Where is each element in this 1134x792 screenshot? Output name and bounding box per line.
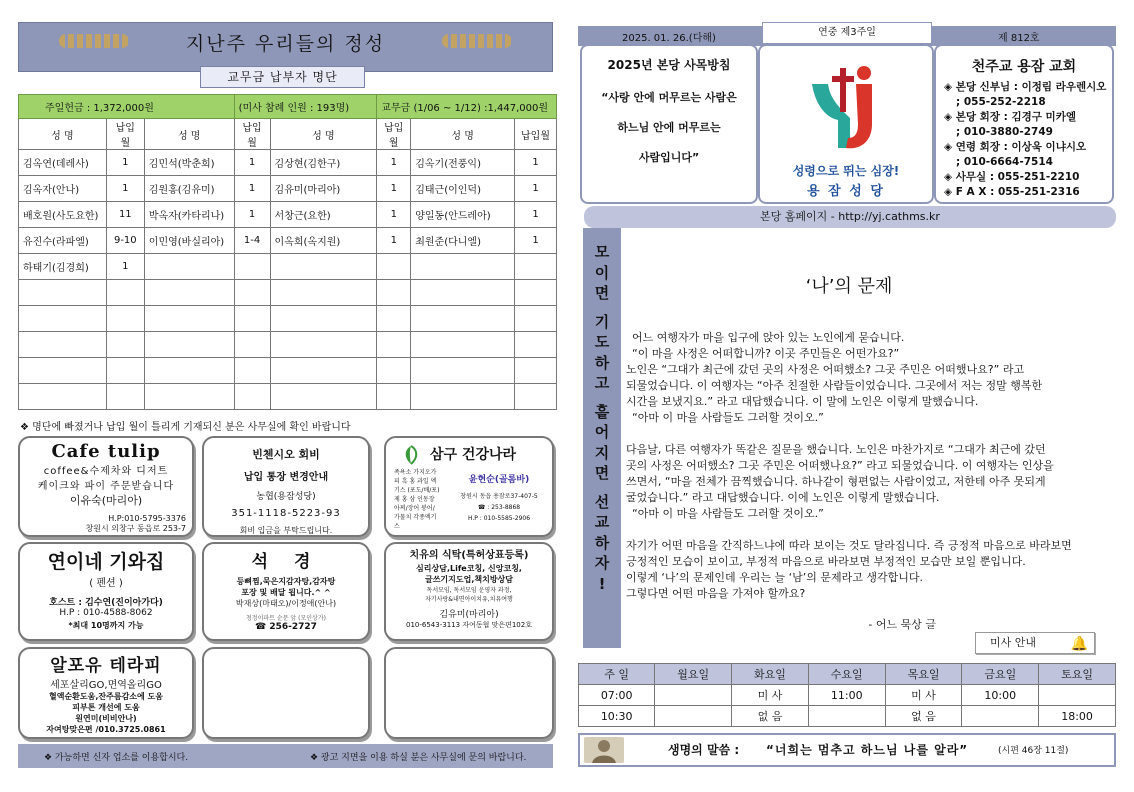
ad-alpoyu — [18, 647, 194, 739]
ad-line: 창원시 동읍 용잠로37-407-5 — [460, 493, 538, 500]
ad-line: 김유미(마리아) — [439, 610, 499, 620]
mass-guide-label — [975, 632, 1095, 654]
ad-line: 창원시 의창구 동읍로 253-7 — [85, 524, 186, 533]
ad-title: 삼구 건강나라 — [430, 447, 517, 463]
mass-day-header: 주 일 — [579, 664, 655, 685]
ad-title: 석 경 — [251, 552, 321, 572]
story-line: 자기가 어떤 마음을 간직하느냐에 따라 보이는 것도 달라집니다. 즉 긍정적 마음으로 바라보면 — [626, 539, 1072, 552]
ad-yeoni — [18, 542, 194, 641]
month-cell — [234, 280, 270, 306]
ad-line: coffee&수제차와 디저트 — [43, 466, 169, 477]
month-cell — [377, 332, 411, 358]
month-cell — [106, 280, 144, 306]
ad-line: 호스트 : 김수연(진이아가다) — [49, 598, 163, 608]
donor-name-cell: 김태근(이인덕) — [411, 176, 515, 202]
ad-line: 자여탕맞은편 /010.3725.0861 — [46, 725, 166, 734]
story-line: 곳의 사정은 어떠했소? 그곳 주민은 어떠했나요?” 라고 되물었습니다. 이 여행자는 인상을 — [626, 459, 1054, 472]
donor-name-cell — [19, 280, 107, 306]
story-author: - 어느 묵상 글 — [868, 618, 936, 631]
donor-name-cell: 하태기(김경희) — [19, 254, 107, 280]
motto-char: 흩 — [594, 402, 610, 421]
motto-char: 어 — [594, 423, 610, 441]
col-header: 납입월 — [515, 119, 557, 150]
policy-line: 사람입니다” — [638, 151, 700, 164]
donor-name-cell — [19, 384, 107, 410]
donor-name-cell: 유진수(라파엘) — [19, 228, 107, 254]
issue-date: 2025. 01. 26.(다해) — [622, 33, 716, 44]
story-line: 긍정적인 모습이 보이고, 부정적 마음으로 바라보면 부정적인 모습만 보일 뿐입니다. — [626, 555, 1026, 568]
donor-name-cell: 김상현(김한구) — [270, 150, 377, 176]
donor-name-cell: 김옥자(안나) — [19, 176, 107, 202]
word-text: “너희는 멈추고 하느님 나를 알라” — [766, 743, 969, 757]
church-contact-line: ◈ 사무실 : 055-251-2210 — [944, 171, 1080, 183]
month-cell: 1 — [515, 228, 557, 254]
donor-name-cell: 김유미(마리아) — [270, 176, 377, 202]
mass-row — [579, 706, 1116, 727]
donor-name-cell — [411, 384, 515, 410]
ad-line: 원연미(비비안나) — [75, 714, 137, 723]
month-cell — [377, 358, 411, 384]
donor-name-cell — [270, 358, 377, 384]
month-cell: 11 — [106, 202, 144, 228]
pastoral-policy-box — [580, 44, 758, 204]
story-line: 이렇게 ‘나’의 문제인데 우리는 늘 ‘남’의 문제라고 생각합니다. — [626, 571, 923, 584]
col-header: 납입월 — [234, 119, 270, 150]
mass-cell: 18:00 — [1039, 706, 1116, 727]
ad-line: H.P:010-5795-3376 — [108, 514, 186, 523]
table-row — [19, 280, 557, 306]
header-row — [19, 119, 557, 150]
motto-char: 면 — [594, 284, 610, 302]
ad-line: 등뼈찜,묵은지감자탕,감자탕 — [236, 577, 336, 586]
leaf-icon — [400, 444, 422, 466]
story-title: ‘나’의 문제 — [805, 276, 893, 297]
col-header: 납입월 — [377, 119, 411, 150]
donor-name-cell: 이민영(바실리아) — [144, 228, 234, 254]
mass-cell: 10:30 — [579, 706, 655, 727]
mass-attendance: (미사 참례 인원 : 193명) — [234, 95, 377, 119]
col-header: 성 명 — [144, 119, 234, 150]
col-header: 성 명 — [411, 119, 515, 150]
donor-name-cell: 최원준(다니엘) — [411, 228, 515, 254]
mass-cell: 미 사 — [732, 685, 809, 706]
mass-day-header: 수요일 — [808, 664, 885, 685]
story-line: “아마 이 마을 사람들도 그러할 것이오.” — [632, 411, 824, 424]
policy-line: “사랑 안에 머무르는 사람은 — [601, 91, 737, 104]
story-line: 되물었습니다. 이 여행자는 “아주 친절한 사람들이었습니다. 그곳에서 저는 정말 행복한 — [626, 379, 1043, 392]
month-cell — [377, 306, 411, 332]
mass-cell — [655, 706, 732, 727]
motto-char: ! — [598, 574, 606, 593]
donor-name-cell — [270, 306, 377, 332]
right-top-bar — [578, 26, 1116, 46]
ad-line: 351-1118-5223-93 — [231, 508, 341, 519]
homepage-bar[interactable]: 본당 홈페이지 - http://yj.cathms.kr — [584, 206, 1116, 228]
church-contact-list — [936, 76, 1112, 200]
month-cell: 1 — [234, 150, 270, 176]
donor-name-cell — [411, 280, 515, 306]
saint-image-icon — [584, 737, 624, 763]
mass-row — [579, 685, 1116, 706]
mass-cell: 미 사 — [885, 685, 962, 706]
ad-empty-2 — [384, 647, 554, 739]
ad-line: 피부톤 개선에 도움 — [72, 703, 140, 712]
story-line: 시간을 보냈지요.” 라고 대답했습니다. 이 말에 노인은 이렇게 말했습니다. — [626, 395, 979, 408]
donor-name-cell — [411, 254, 515, 280]
donor-name-cell: 김옥연(데레사) — [19, 150, 107, 176]
table-row — [19, 228, 557, 254]
story-line: “이 마을 사정은 어떠합니까? 이곳 주민들은 어떤가요?” — [632, 347, 900, 360]
ad-line: 납입 통장 변경안내 — [243, 472, 329, 483]
story-line: 어느 여행자가 마을 입구에 앉아 있는 노인에게 묻습니다. — [632, 331, 905, 344]
policy-title: 2025년 본당 사목방침 — [607, 58, 731, 72]
month-cell — [234, 358, 270, 384]
list-notice: ❖ 명단에 빠졌거나 납입 월이 틀리게 기재되신 분은 사무실에 확인 바랍니다 — [20, 422, 351, 433]
table-row — [19, 150, 557, 176]
motto-char: 이 — [594, 263, 610, 282]
table-row — [19, 306, 557, 332]
story-line: “아마 이 마을 사람들도 그러할 것이오.” — [632, 507, 824, 520]
donor-name-cell — [19, 358, 107, 384]
ad-line: ☎ : 253-8868 — [477, 504, 521, 511]
footer-note: ❖ 가능하면 신자 업소를 이용합시다. — [44, 753, 189, 763]
word-of-life — [578, 733, 1116, 767]
month-cell: 1 — [377, 202, 411, 228]
ad-empty-1 — [202, 647, 370, 739]
col-header: 납입월 — [106, 119, 144, 150]
mass-cell — [1039, 685, 1116, 706]
mass-cell: 없 음 — [732, 706, 809, 727]
month-cell — [106, 332, 144, 358]
donor-name-cell: 배호원(사도요한) — [19, 202, 107, 228]
month-cell: 1 — [515, 150, 557, 176]
month-cell: 1 — [515, 176, 557, 202]
donor-name-cell: 김민석(박춘희) — [144, 150, 234, 176]
ad-line: 청정이파트 순문 앞 (모인상가) — [246, 615, 326, 622]
donor-name-cell — [144, 332, 234, 358]
month-cell — [377, 384, 411, 410]
month-cell — [234, 254, 270, 280]
month-cell — [515, 358, 557, 384]
table-row — [19, 176, 557, 202]
donor-name-cell: 박옥자(카타리나) — [144, 202, 234, 228]
church-contact-line: ◈ 연령 회장 : 이상욱 이냐시오 — [944, 141, 1087, 153]
month-cell: 1 — [377, 176, 411, 202]
church-contact-line: ; 010-3880-2749 — [956, 126, 1053, 138]
ad-line: 포장 및 배달 됩니다.^ ^ — [241, 588, 331, 597]
motto-char: 면 — [594, 464, 610, 482]
month-cell — [515, 384, 557, 410]
ad-phone: ☎ 256-2727 — [255, 622, 317, 632]
motto-char: 자 — [594, 554, 610, 572]
table-row — [19, 202, 557, 228]
ad-title: 치유의 식탁(특허상표등록) — [409, 550, 529, 561]
motto-char: 하 — [594, 533, 610, 552]
month-cell: 1 — [515, 202, 557, 228]
month-cell: 1 — [234, 202, 270, 228]
month-cell — [106, 384, 144, 410]
donor-name-cell — [270, 384, 377, 410]
donor-name-cell: 이옥희(옥지원) — [270, 228, 377, 254]
donor-name-cell: 김옥기(전풍익) — [411, 150, 515, 176]
month-cell — [377, 280, 411, 306]
donor-name-cell — [144, 254, 234, 280]
mass-cell: 10:00 — [962, 685, 1039, 706]
motto-char: 기 — [594, 312, 610, 331]
donor-name-cell — [144, 306, 234, 332]
ad-items: 족욕소 가지오가피 흑 홍 과일 엑기스 (포도/배/포)제 홍 삼 인동장아찌/장어 붕어/가물치 각종엑기스 — [394, 469, 440, 530]
mass-cell: 07:00 — [579, 685, 655, 706]
mass-header-row — [579, 664, 1116, 685]
motto-char — [583, 304, 621, 312]
ad-line: *최대 10명까지 가능 — [68, 621, 144, 630]
donor-name-cell — [144, 384, 234, 410]
mass-day-header: 월요일 — [655, 664, 732, 685]
donor-name-cell — [270, 254, 377, 280]
mass-day-header: 금요일 — [962, 664, 1039, 685]
sunday-offering: 주일헌금 : 1,372,000원 — [19, 95, 235, 119]
month-cell — [106, 306, 144, 332]
month-cell: 9-10 — [106, 228, 144, 254]
ad-line: 세포살리GO,면역올리GO — [50, 680, 162, 691]
ad-healing-table — [384, 542, 554, 641]
month-cell: 1 — [377, 150, 411, 176]
donor-name-cell — [411, 358, 515, 384]
church-contact-line: ◈ 본당 신부님 : 이정림 라우렌시오 — [944, 81, 1107, 93]
ad-line: 박재상(마태오)/이정애(안나) — [235, 599, 337, 608]
mass-day-header: 목요일 — [885, 664, 962, 685]
mass-guide-text: 미사 안내 — [990, 636, 1037, 649]
table-row — [19, 358, 557, 384]
footer-note: ❖ 광고 지면을 이용 하실 분은 사무실에 문의 바랍니다. — [310, 753, 527, 763]
church-info-box — [934, 44, 1114, 204]
month-cell — [515, 280, 557, 306]
col-header: 성 명 — [19, 119, 107, 150]
month-cell — [515, 332, 557, 358]
church-name: 천주교 용잠 교회 — [971, 59, 1077, 75]
church-contact-line: ◈ F A X : 055-251-2316 — [944, 186, 1080, 198]
motto-char: 지 — [594, 443, 610, 462]
month-cell: 1 — [106, 150, 144, 176]
mass-day-header: 토요일 — [1039, 664, 1116, 685]
church-contact-line: ; 010-6664-7514 — [956, 156, 1053, 168]
tithe-total: 교무금 (1/06 ~ 1/12) :1,447,000원 — [377, 95, 557, 119]
month-cell — [377, 254, 411, 280]
mass-cell: 없 음 — [885, 706, 962, 727]
table-row — [19, 332, 557, 358]
ad-line: H.P : 010-4588-8062 — [59, 608, 153, 618]
motto-char: 고 — [594, 374, 610, 392]
donor-name-cell — [144, 358, 234, 384]
ad-line: 심리상담,Life코칭, 신앙코칭, — [416, 564, 522, 573]
story-line: 굴었습니다.” 라고 대답했습니다. 이에 노인은 이렇게 말했습니다. — [626, 491, 940, 504]
motto-char — [583, 394, 621, 402]
month-cell — [234, 384, 270, 410]
donation-table — [18, 94, 557, 410]
parish-name: 용 잠 성 당 — [807, 184, 885, 199]
month-cell — [106, 358, 144, 384]
ad-line: 회비 입금을 부탁드립니다. — [239, 526, 333, 535]
story-line: 다음날, 다른 여행자가 똑같은 질문을 했습니다. 노인은 마찬가지로 “그대가 최근에 갔던 — [626, 443, 1046, 456]
ad-title: 빈첸시오 회비 — [252, 448, 320, 461]
left-page-title: 지난주 우리들의 정성 — [185, 33, 386, 55]
liturgical-week: 연중 제3주일 — [762, 22, 932, 44]
church-contact-line: ; 055-252-2218 — [956, 96, 1046, 108]
month-cell: 1 — [106, 254, 144, 280]
donor-name-cell — [411, 306, 515, 332]
ad-title: Cafe tulip — [51, 441, 161, 462]
ad-line: ( 펜션 ) — [89, 578, 123, 589]
church-contact-line: ◈ 본당 회장 : 김경구 미카엘 — [944, 111, 1076, 123]
motto-char: 교 — [594, 513, 610, 531]
mass-schedule-table — [578, 663, 1116, 727]
parish-logo-icon — [806, 60, 892, 156]
motto-char: 모 — [594, 243, 610, 261]
policy-line: 하느님 안에 머무르는 — [617, 121, 721, 134]
summary-row — [19, 95, 557, 119]
donor-name-cell: 김원홍(김유미) — [144, 176, 234, 202]
ad-title: 알포유 테라피 — [50, 656, 162, 676]
story-line: 그렇다면 어떤 마음을 가져야 할까요? — [626, 587, 806, 600]
ad-line: 케이크와 파이 주문받습니다 — [37, 481, 175, 492]
month-cell: 1 — [106, 176, 144, 202]
bell-icon: 🔔 — [1070, 636, 1088, 652]
month-cell: 1 — [234, 176, 270, 202]
ad-title: 연이네 기와집 — [47, 551, 165, 573]
donor-name-cell — [411, 332, 515, 358]
donor-name-cell: 양일동(안드레아) — [411, 202, 515, 228]
ad-location: 자여동협 맞은편102호 — [462, 621, 532, 629]
donor-name-cell: 서창근(요한) — [270, 202, 377, 228]
motto-char — [583, 484, 621, 492]
motto-char: 도 — [594, 333, 610, 351]
table-row — [19, 384, 557, 410]
left-page-subtitle: 교무금 납부자 명단 — [200, 66, 365, 88]
ad-line: 글쓰기지도업,책치방상담 — [424, 575, 514, 584]
mass-cell: 11:00 — [808, 685, 885, 706]
donor-name-cell — [270, 280, 377, 306]
ad-line: 혈액순환도움,잔주름감소에 도움 — [48, 692, 163, 701]
donor-name-cell — [19, 332, 107, 358]
month-cell: 1-4 — [234, 228, 270, 254]
ad-cafe-tulip — [18, 436, 194, 537]
parish-logo-box — [758, 44, 934, 204]
story-line: 쓰면서, “마을 전체가 끔찍했습니다. 하나같이 형편없는 사람이었고, 저한테 아주 못되게 — [626, 475, 1046, 488]
ad-line: H.P : 010-5585-2906 — [467, 515, 531, 522]
donor-name-cell — [144, 280, 234, 306]
motto-char: 선 — [594, 492, 610, 511]
month-cell: 1 — [377, 228, 411, 254]
word-label: 생명의 말씀 : — [668, 743, 740, 757]
month-cell — [515, 306, 557, 332]
col-header: 성 명 — [270, 119, 377, 150]
issue-number: 제 812호 — [998, 33, 1040, 44]
left-page-header — [18, 22, 553, 72]
word-reference: (시편 46장 11절) — [998, 746, 1069, 756]
ad-line: 자기사랑&내면아이치유,치유여행 — [425, 596, 513, 603]
donor-name-cell — [270, 332, 377, 358]
ornament-right-icon — [442, 34, 512, 48]
ad-phone: 010-6543-3113 — [406, 621, 461, 629]
mass-cell — [808, 706, 885, 727]
mass-cell — [655, 685, 732, 706]
story-section — [622, 228, 1116, 653]
mass-cell — [962, 706, 1039, 727]
ad-line: 농협(용잠성당) — [256, 492, 316, 502]
ad-seokgyeong — [202, 542, 370, 641]
left-footer — [18, 744, 553, 768]
month-cell — [234, 332, 270, 358]
ad-vincent — [202, 436, 370, 537]
month-cell — [515, 254, 557, 280]
month-cell — [234, 306, 270, 332]
motto-char: 하 — [594, 353, 610, 372]
story-line: 노인은 “그대가 최근에 갔던 곳의 사정은 어떠했소? 그곳 주민은 어떠했나요?” 라고 — [626, 363, 1025, 376]
mass-day-header: 화요일 — [732, 664, 809, 685]
ad-line: 이유숙(마리아) — [69, 494, 143, 507]
parish-slogan: 성령으로 뛰는 심장! — [792, 164, 900, 178]
donor-name-cell — [19, 306, 107, 332]
ad-samgu — [384, 436, 554, 537]
table-row — [19, 254, 557, 280]
ad-person: 윤현순(골롬바) — [468, 475, 530, 485]
ad-line: 독서모임, 독서모임 운영자 과정, — [426, 587, 512, 594]
